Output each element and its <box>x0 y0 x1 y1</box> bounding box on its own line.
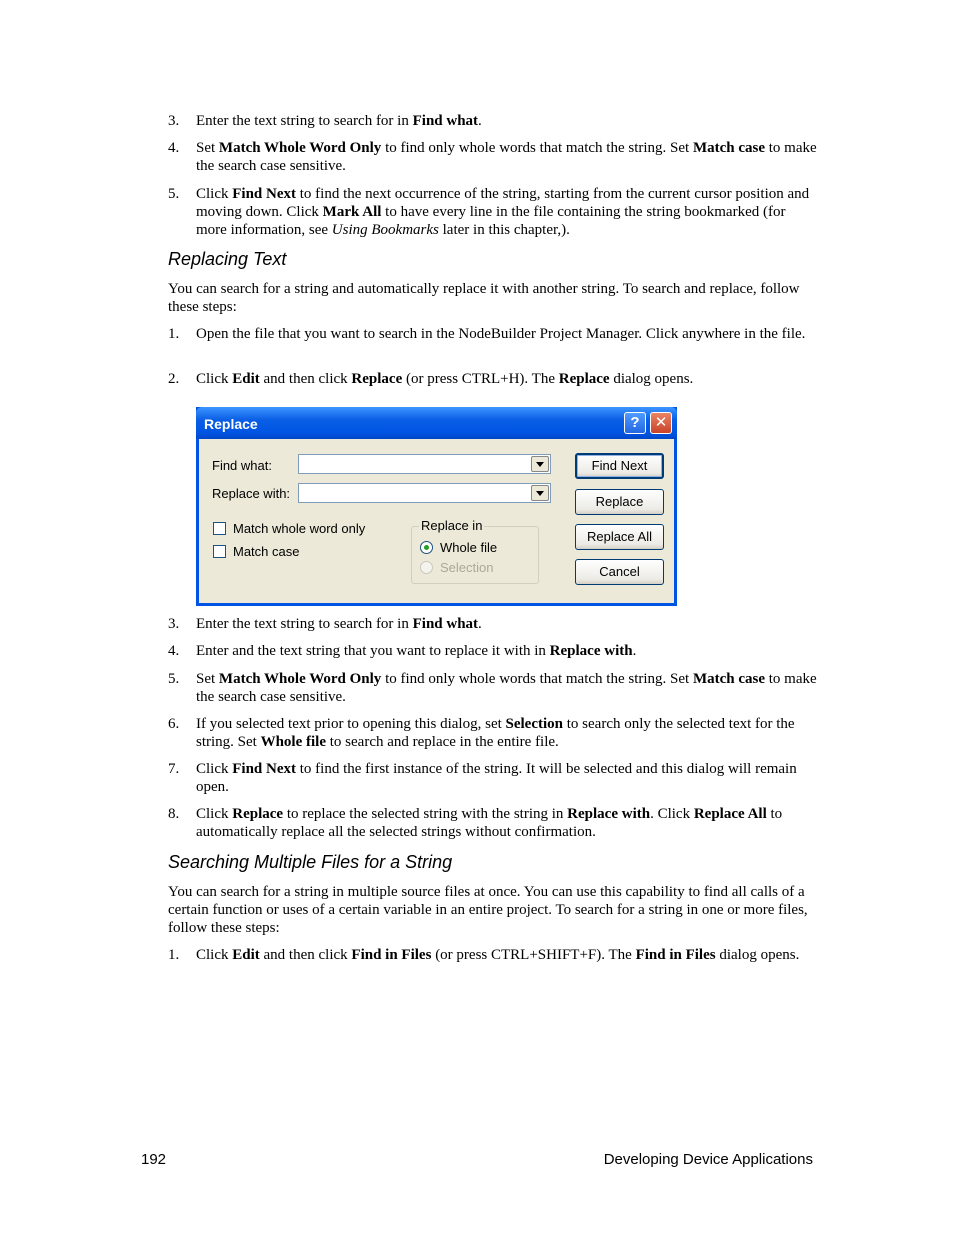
list-item: 7. Click Find Next to find the first instance of the string. It will be selected and this dialog will remain open. <box>168 761 797 795</box>
list-item: 1. Click Edit and then click Find in Files (or press CTRL+SHIFT+F). The Find in Files dialog opens. <box>168 947 800 963</box>
replace-button[interactable]: Replace <box>575 489 664 515</box>
replace-in-label: Replace in <box>421 518 483 533</box>
help-icon[interactable]: ? <box>624 412 646 434</box>
whole-file-radio[interactable] <box>420 541 433 554</box>
replace-with-label: Replace with: <box>212 486 291 501</box>
replace-in-group <box>411 518 539 584</box>
replace-all-button[interactable]: Replace All <box>575 524 664 550</box>
dialog-body <box>199 439 674 603</box>
list-item: 2. Click Edit and then click Replace (or press CTRL+H). The Replace dialog opens. <box>168 371 694 387</box>
match-whole-word-label[interactable]: Match whole word only <box>233 521 366 536</box>
page-number: 192 <box>141 1151 167 1168</box>
dialog-title: Replace <box>204 416 258 432</box>
find-next-button[interactable]: Find Next <box>575 453 664 479</box>
match-case-checkbox[interactable] <box>213 545 226 558</box>
section-intro: You can search for a string and automatically replace it with another string. To search and replace, follow these steps: <box>168 281 800 315</box>
list-item: 3. Enter the text string to search for in Find what. <box>168 113 482 129</box>
list-item: 8. Click Replace to replace the selected string with the string in Replace with. Click Replace All to automatically replace all the selected strings without confirmation. <box>168 806 783 840</box>
list-item: 5. Set Match Whole Word Only to find only whole words that match the string. Set Match case to make the search case sensitive. <box>168 671 817 705</box>
list-item: 3. Enter the text string to search for in Find what. <box>168 616 482 632</box>
match-whole-word-checkbox[interactable] <box>213 522 226 535</box>
chevron-down-icon[interactable] <box>531 485 549 501</box>
chapter-title: Developing Device Applications <box>603 1151 813 1168</box>
cancel-button[interactable]: Cancel <box>575 559 664 585</box>
selection-label: Selection <box>440 560 494 575</box>
replace-with-combobox[interactable] <box>298 483 551 503</box>
list-item: 6. If you selected text prior to opening this dialog, set Selection to search only the selected text for the string. Set Whole file to search and replace in the entire file. <box>168 716 795 750</box>
find-what-label: Find what: <box>212 458 272 473</box>
close-icon[interactable]: ✕ <box>650 412 672 434</box>
section-heading: Replacing Text <box>168 249 287 269</box>
whole-file-label[interactable]: Whole file <box>440 540 498 555</box>
section-intro: You can search for a string in multiple source files at once. You can use this capability to find all calls of a certain function or uses of a certain variable in an entire project. To search for a string in one or more files, follow these steps: <box>168 884 808 936</box>
replace-dialog <box>196 407 677 606</box>
list-item: 4. Set Match Whole Word Only to find only whole words that match the string. Set Match case to make the search case sensitive. <box>168 140 817 174</box>
list-item: 4. Enter and the text string that you want to replace it with in Replace with. <box>168 643 637 659</box>
dialog-titlebar <box>196 407 677 439</box>
list-item: 1. Open the file that you want to search in the NodeBuilder Project Manager. Click anywhere in the file. <box>168 326 806 342</box>
selection-radio[interactable] <box>420 561 433 574</box>
find-what-combobox[interactable] <box>298 454 551 474</box>
list-item: 5. Click Find Next to find the next occurrence of the string, starting from the current cursor position and moving down. Click Mark All to have every line in the file containing the string bookmarked (for more information, see Using Bookmarks later in this chapter,). <box>168 186 810 238</box>
section-heading: Searching Multiple Files for a String <box>168 852 453 872</box>
chevron-down-icon[interactable] <box>531 456 549 472</box>
match-case-label[interactable]: Match case <box>233 544 300 559</box>
